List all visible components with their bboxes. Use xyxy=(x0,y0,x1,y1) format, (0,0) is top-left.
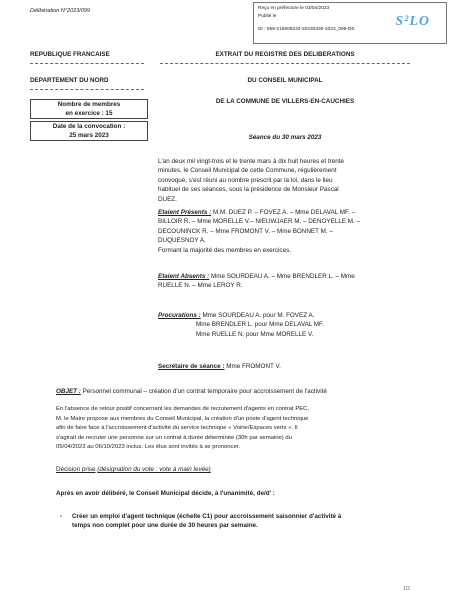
procurations-label: Procurations : xyxy=(158,312,201,319)
secretary-section xyxy=(158,362,281,371)
receipt-line-received: Reçu en préfecture le 03/04/2023 xyxy=(258,6,330,11)
page-number: 1/2 xyxy=(403,586,410,592)
divider-3 xyxy=(160,63,410,64)
members-value: en exercice : 15 xyxy=(65,110,113,118)
presents-section xyxy=(158,208,420,255)
intro-line: DUEZ. xyxy=(158,195,177,203)
decision-line: Créer un emploi d'agent technique (échelle C1) pour accroissement saisonnier d'activité à xyxy=(72,513,342,520)
deliberation-number: Délibération N°2023/099 xyxy=(30,8,90,14)
convocation-date: 25 mars 2023 xyxy=(69,132,109,140)
body-line: s'agirait de recruter une personne sur un contrat à durée déterminée (30h par semaine) du xyxy=(56,434,292,441)
intro-line: habituel de ses séances, sous la présidence de Monsieur Pascal xyxy=(158,186,339,194)
presents-line: BILLOIR R. – Mme MORELLE V.– NIEUWJAER M. – DENOYELLE M. – xyxy=(158,218,361,226)
presents-line: M.M. DUEZ P. – FOVEZ A. – Mme DELAVAL MF. – xyxy=(212,209,356,216)
absents-label: Etaient Absents : xyxy=(158,273,210,280)
vote-detail: (désignation du vote : vote à main levée) xyxy=(97,466,211,473)
body-paragraph xyxy=(56,405,406,453)
majority-statement: Formant la majorité des membres en exercices. xyxy=(158,246,291,254)
intro-paragraph xyxy=(158,157,420,204)
s2lo-logo: S²LO xyxy=(395,14,430,29)
body-line: En l'absence de retour positif concernant les demandes de recrutement d'agents en contrat PEC, xyxy=(56,406,310,412)
object-section xyxy=(56,387,327,396)
absents-section xyxy=(158,272,420,291)
prefecture-receipt-stamp xyxy=(253,2,447,44)
commune-title: DE LA COMMUNE DE VILLERS-EN-CAUCHIES xyxy=(215,98,355,105)
procuration-line: Mme SOURDEAU A. pour M. FOVEZ A. xyxy=(202,312,315,319)
presents-line: DECOUNINCK R. – Mme FROMONT V. – Mme BONNET M. – xyxy=(158,227,333,235)
register-extract-title: EXTRAIT DU REGISTRE DES DELIBERATIONS xyxy=(215,51,355,58)
object-text: Personnel communal – création d'un contrat temporaire pour accroissement de l'activité xyxy=(82,388,327,395)
vote-label: Décision prise xyxy=(56,466,96,473)
vote-section xyxy=(56,465,211,474)
divider-1 xyxy=(30,63,144,64)
absents-line: Mme SOURDEAU A. – Mme BRENDLER L. – Mme xyxy=(210,273,355,280)
members-label: Nombre de membres xyxy=(57,101,121,108)
secretary-label: Secrétaire de séance : xyxy=(158,363,225,370)
decision-bullet xyxy=(56,512,416,531)
body-line: afin de faire face à l'accroissement d'activité du service technique « Voirie/Espaces verts ». Il xyxy=(56,425,298,432)
intro-line: L'an deux mil vingt-trois et le trente mars à dix huit heures et trente xyxy=(158,158,345,165)
department-label: DEPARTEMENT DU NORD xyxy=(30,77,109,84)
council-title: DU CONSEIL MUNICIPAL xyxy=(247,77,323,84)
secretary-value: Mme FROMONT V. xyxy=(226,363,281,370)
receipt-line-published: Publié le xyxy=(258,14,277,19)
decision-line: temps non complet pour une durée de 30 heures par semaine. xyxy=(72,522,258,530)
presents-label: Etaient Présents : xyxy=(158,209,212,216)
decision-intro: Après en avoir délibéré, le Conseil Municipal décide, à l'unanimité, de/d' : xyxy=(56,490,275,497)
convocation-box xyxy=(30,121,148,141)
procurations-section xyxy=(158,311,420,339)
presents-line: DUQUESNOY A. xyxy=(158,237,206,245)
bullet-dash-icon: - xyxy=(60,513,63,520)
body-line: M. le Maire propose aux membres du Conseil Municipal, la création d'un poste d'agent technique xyxy=(56,415,309,422)
procuration-line: Mme BRENDLER L. pour Mme DELAVAL MF. xyxy=(196,321,324,329)
members-box xyxy=(30,99,148,119)
receipt-line-id: ID : 059-215906233-20230330-2023_099-DE xyxy=(258,27,355,32)
session-date: Séance du 30 mars 2023 xyxy=(248,134,322,141)
intro-line: minutes, le Conseil Municipal de cette Commune, régulièrement xyxy=(158,167,337,175)
absents-line: RUELLE N. – Mme LEROY R. xyxy=(158,282,243,290)
object-label: OBJET : xyxy=(56,388,81,395)
body-line: 05/04/2023 au 06/10/2023 inclus. Les élus sont invités à se prononcer. xyxy=(56,444,241,451)
intro-line: convoqué, s'est réuni au nombre prescrit par la loi, dans le lieu xyxy=(158,176,333,184)
convocation-label: Date de la convocation : xyxy=(52,123,126,130)
procuration-line: Mme RUELLE N. pour Mme MORELLE V. xyxy=(196,330,314,338)
divider-2 xyxy=(30,89,144,90)
republic-label: REPUBLIQUE FRANCAISE xyxy=(30,51,110,58)
